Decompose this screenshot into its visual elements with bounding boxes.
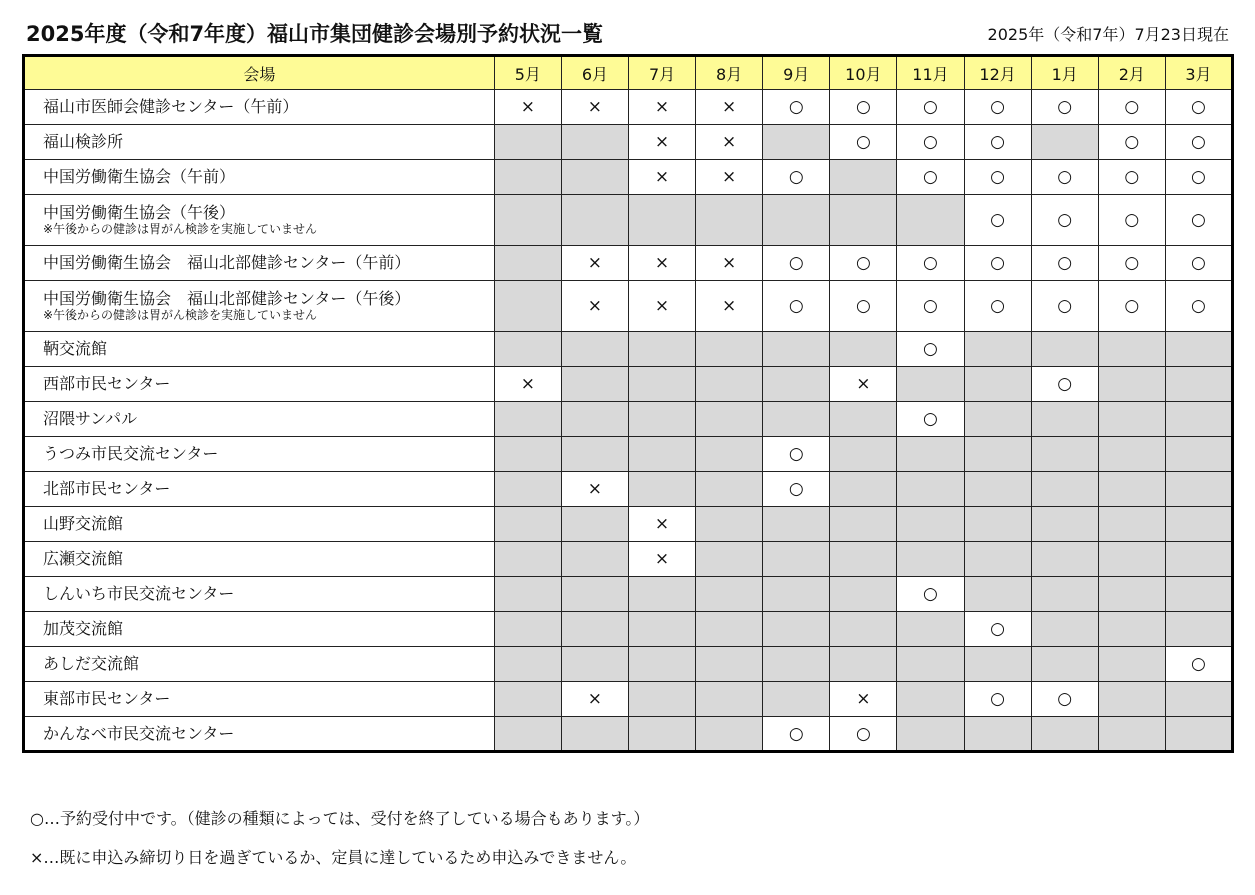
available-mark: ○ [1098,90,1165,125]
no-session-cell [1098,402,1165,437]
no-session-cell [830,437,897,472]
no-session-cell [964,507,1031,542]
closed-mark: × [561,90,628,125]
no-session-cell [830,472,897,507]
no-session-cell [763,125,830,160]
no-session-cell [830,160,897,195]
venue-name: 中国労働衛生協会（午後） [43,203,236,222]
no-session-cell [1031,507,1098,542]
no-session-cell [763,682,830,717]
venue-name: 中国労働衛生協会 福山北部健診センター（午後） [43,289,411,308]
available-mark: ○ [897,90,964,125]
no-session-cell [494,246,561,281]
venue-name: 中国労働衛生協会（午前） [43,167,236,186]
closed-mark: × [830,682,897,717]
no-session-cell [628,612,695,647]
table-row [24,647,1233,682]
closed-mark: × [696,160,763,195]
no-session-cell [628,647,695,682]
table-row [24,577,1233,612]
no-session-cell [696,437,763,472]
available-mark: ○ [1165,246,1232,281]
venue-cell [24,577,495,612]
month-header: 5月 [494,56,561,90]
no-session-cell [494,281,561,332]
no-session-cell [964,472,1031,507]
no-session-cell [1031,612,1098,647]
available-mark: ○ [1165,90,1232,125]
table-row [24,160,1233,195]
no-session-cell [1098,612,1165,647]
no-session-cell [763,647,830,682]
venue-cell [24,507,495,542]
venue-cell [24,472,495,507]
legend-closed: ×…既に申込み締切り日を過ぎているか、定員に達しているため申込みできません。 [30,848,637,867]
available-mark: ○ [964,160,1031,195]
closed-mark: × [696,281,763,332]
no-session-cell [964,367,1031,402]
no-session-cell [1031,542,1098,577]
closed-mark: × [561,246,628,281]
no-session-cell [561,647,628,682]
no-session-cell [830,612,897,647]
available-mark: ○ [964,195,1031,246]
no-session-cell [897,507,964,542]
no-session-cell [897,717,964,752]
venue-cell [24,281,495,332]
month-header: 9月 [763,56,830,90]
venue-name: かんなべ市民交流センター [43,723,235,743]
available-mark: ○ [763,717,830,752]
venue-name: うつみ市民交流センター [43,444,219,463]
no-session-cell [696,647,763,682]
no-session-cell [1165,437,1232,472]
available-mark: ○ [1031,367,1098,402]
no-session-cell [1165,332,1232,367]
no-session-cell [1165,472,1232,507]
available-mark: ○ [1098,195,1165,246]
no-session-cell [830,507,897,542]
closed-mark: × [628,281,695,332]
venue-cell [24,125,495,160]
no-session-cell [494,507,561,542]
available-mark: ○ [897,332,964,367]
closed-mark: × [696,246,763,281]
venue-name: 西部市民センター [43,374,171,393]
available-mark: ○ [897,402,964,437]
no-session-cell [561,612,628,647]
available-mark: ○ [1165,160,1232,195]
available-mark: ○ [897,577,964,612]
no-session-cell [696,367,763,402]
no-session-cell [1165,542,1232,577]
no-session-cell [1165,577,1232,612]
no-session-cell [1031,472,1098,507]
available-mark: ○ [1165,195,1232,246]
legend-open: ○…予約受付中です。（健診の種類によっては、受付を終了している場合もあります。） [30,809,650,828]
no-session-cell [964,542,1031,577]
available-mark: ○ [1098,125,1165,160]
no-session-cell [830,402,897,437]
available-mark: ○ [1165,647,1232,682]
table-row [24,542,1233,577]
closed-mark: × [628,507,695,542]
table-row [24,367,1233,402]
no-session-cell [763,332,830,367]
month-header: 6月 [561,56,628,90]
venue-note: ※午後からの健診は胃がん検診を実施していません [43,222,318,236]
month-header: 2月 [1098,56,1165,90]
no-session-cell [628,577,695,612]
no-session-cell [897,367,964,402]
no-session-cell [1031,647,1098,682]
available-mark: ○ [763,90,830,125]
no-session-cell [1031,332,1098,367]
no-session-cell [561,717,628,752]
no-session-cell [964,437,1031,472]
no-session-cell [561,332,628,367]
month-header: 8月 [696,56,763,90]
venue-name: 中国労働衛生協会 福山北部健診センター（午前） [43,253,411,272]
no-session-cell [494,647,561,682]
no-session-cell [1031,577,1098,612]
no-session-cell [696,542,763,577]
no-session-cell [897,542,964,577]
available-mark: ○ [1031,160,1098,195]
available-mark: ○ [763,160,830,195]
venue-name: 山野交流館 [43,514,124,533]
no-session-cell [628,682,695,717]
venue-cell [24,90,495,125]
no-session-cell [897,195,964,246]
no-session-cell [561,125,628,160]
no-session-cell [897,437,964,472]
venue-cell [24,682,495,717]
no-session-cell [561,402,628,437]
venue-cell [24,195,495,246]
available-mark: ○ [964,682,1031,717]
no-session-cell [763,367,830,402]
no-session-cell [1031,402,1098,437]
no-session-cell [1098,682,1165,717]
available-mark: ○ [830,717,897,752]
no-session-cell [561,542,628,577]
month-header: 10月 [830,56,897,90]
no-session-cell [897,682,964,717]
table-row [24,472,1233,507]
no-session-cell [494,542,561,577]
available-mark: ○ [763,281,830,332]
no-session-cell [964,647,1031,682]
venue-name: しんいち市民交流センター [43,584,235,603]
no-session-cell [1098,577,1165,612]
no-session-cell [964,332,1031,367]
no-session-cell [494,195,561,246]
table-row [24,682,1233,717]
available-mark: ○ [1165,281,1232,332]
no-session-cell [696,577,763,612]
venue-name: 鞆交流館 [43,339,108,358]
no-session-cell [763,542,830,577]
venue-name: 加茂交流館 [43,619,124,638]
venue-cell [24,542,495,577]
venue-cell [24,246,495,281]
no-session-cell [494,332,561,367]
month-header: 1月 [1031,56,1098,90]
table-row [24,125,1233,160]
available-mark: ○ [964,246,1031,281]
no-session-cell [830,542,897,577]
available-mark: ○ [897,125,964,160]
no-session-cell [1031,125,1098,160]
venue-cell [24,647,495,682]
no-session-cell [561,367,628,402]
table-row [24,402,1233,437]
available-mark: ○ [1098,281,1165,332]
venue-cell [24,332,495,367]
no-session-cell [763,577,830,612]
no-session-cell [830,577,897,612]
available-mark: ○ [763,472,830,507]
available-mark: ○ [897,160,964,195]
no-session-cell [1098,542,1165,577]
available-mark: ○ [830,90,897,125]
closed-mark: × [696,90,763,125]
no-session-cell [1098,437,1165,472]
no-session-cell [1031,717,1098,752]
venue-name: 東部市民センター [43,689,171,708]
no-session-cell [494,717,561,752]
table-header-row [24,56,1233,90]
venue-cell [24,717,495,752]
no-session-cell [1165,682,1232,717]
no-session-cell [1165,402,1232,437]
available-mark: ○ [897,246,964,281]
no-session-cell [897,647,964,682]
no-session-cell [561,577,628,612]
venue-name: 福山検診所 [43,132,124,151]
no-session-cell [628,195,695,246]
venue-cell [24,160,495,195]
no-session-cell [628,402,695,437]
venue-cell [24,402,495,437]
closed-mark: × [696,125,763,160]
no-session-cell [1098,717,1165,752]
available-mark: ○ [964,90,1031,125]
table-row [24,246,1233,281]
no-session-cell [696,612,763,647]
closed-mark: × [628,125,695,160]
no-session-cell [494,682,561,717]
venue-name: 福山市医師会健診センター（午前） [43,97,299,116]
available-mark: ○ [1098,160,1165,195]
no-session-cell [763,402,830,437]
month-header: 11月 [897,56,964,90]
closed-mark: × [830,367,897,402]
available-mark: ○ [1031,246,1098,281]
no-session-cell [1165,612,1232,647]
no-session-cell [494,402,561,437]
available-mark: ○ [763,246,830,281]
closed-mark: × [494,367,561,402]
closed-mark: × [628,542,695,577]
venue-cell [24,437,495,472]
page-title: 2025年度（令和7年度）福山市集団健診会場別予約状況一覧 [26,22,604,46]
table-row [24,507,1233,542]
table-row [24,281,1233,332]
no-session-cell [628,332,695,367]
available-mark: ○ [1031,90,1098,125]
table-row [24,332,1233,367]
no-session-cell [763,612,830,647]
no-session-cell [1165,507,1232,542]
available-mark: ○ [964,125,1031,160]
venue-name: あしだ交流館 [43,654,140,673]
no-session-cell [830,647,897,682]
no-session-cell [494,577,561,612]
month-header: 12月 [964,56,1031,90]
venue-name: 広瀬交流館 [43,549,124,568]
no-session-cell [696,507,763,542]
no-session-cell [897,472,964,507]
no-session-cell [494,125,561,160]
available-mark: ○ [1031,682,1098,717]
no-session-cell [696,717,763,752]
venue-column-header: 会場 [24,56,495,90]
available-mark: ○ [763,437,830,472]
no-session-cell [494,437,561,472]
available-mark: ○ [830,246,897,281]
no-session-cell [1031,437,1098,472]
closed-mark: × [628,246,695,281]
no-session-cell [494,160,561,195]
available-mark: ○ [897,281,964,332]
no-session-cell [696,682,763,717]
venue-cell [24,367,495,402]
no-session-cell [1098,367,1165,402]
table-row [24,437,1233,472]
no-session-cell [628,437,695,472]
venue-name: 北部市民センター [43,479,171,498]
no-session-cell [1098,332,1165,367]
table-row [24,90,1233,125]
no-session-cell [494,472,561,507]
no-session-cell [964,717,1031,752]
no-session-cell [1165,717,1232,752]
available-mark: ○ [1031,281,1098,332]
no-session-cell [1098,647,1165,682]
available-mark: ○ [964,281,1031,332]
no-session-cell [964,402,1031,437]
no-session-cell [1098,472,1165,507]
no-session-cell [494,612,561,647]
available-mark: ○ [964,612,1031,647]
closed-mark: × [561,682,628,717]
available-mark: ○ [1098,246,1165,281]
no-session-cell [628,367,695,402]
no-session-cell [696,332,763,367]
closed-mark: × [628,160,695,195]
as-of-date: 2025年（令和7年）7月23日現在 [987,25,1229,44]
no-session-cell [964,577,1031,612]
available-mark: ○ [830,125,897,160]
no-session-cell [1098,507,1165,542]
month-header: 3月 [1165,56,1232,90]
no-session-cell [561,195,628,246]
available-mark: ○ [830,281,897,332]
table-row [24,612,1233,647]
no-session-cell [561,160,628,195]
no-session-cell [628,472,695,507]
venue-note: ※午後からの健診は胃がん検診を実施していません [43,308,318,322]
available-mark: ○ [1031,195,1098,246]
no-session-cell [830,332,897,367]
venue-name: 沼隈サンパル [43,409,138,428]
no-session-cell [628,717,695,752]
month-header: 7月 [628,56,695,90]
closed-mark: × [561,281,628,332]
table-row [24,717,1233,752]
venue-cell [24,612,495,647]
no-session-cell [830,195,897,246]
no-session-cell [696,472,763,507]
no-session-cell [696,195,763,246]
closed-mark: × [494,90,561,125]
no-session-cell [696,402,763,437]
closed-mark: × [628,90,695,125]
no-session-cell [1165,367,1232,402]
reservation-status-table [22,54,1234,753]
available-mark: ○ [1165,125,1232,160]
no-session-cell [897,612,964,647]
no-session-cell [763,195,830,246]
closed-mark: × [561,472,628,507]
no-session-cell [763,507,830,542]
table-row [24,195,1233,246]
table-body [24,90,1233,752]
no-session-cell [561,437,628,472]
no-session-cell [561,507,628,542]
